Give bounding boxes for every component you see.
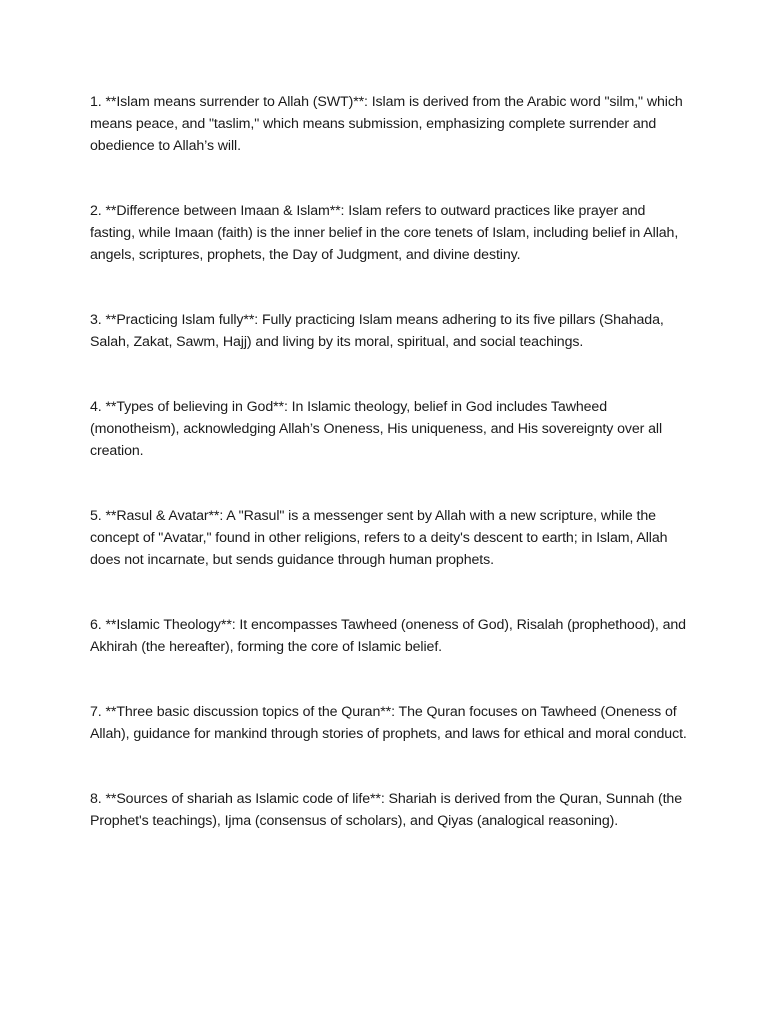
list-item-8: 8. **Sources of shariah as Islamic code of life**: Shariah is derived from the Quran, Sunnah (the Prophet's teachings), Ijma (consensus of scholars), and Qiyas (analogical reasoning). (90, 791, 683, 829)
document-body (90, 91, 690, 832)
list-item-6: 6. **Islamic Theology**: It encompasses Tawheed (oneness of God), Risalah (prophethood), and Akhirah (the hereafter), forming the core of Islamic belief. (90, 617, 686, 655)
list-item-1: 1. **Islam means surrender to Allah (SWT)**: Islam is derived from the Arabic word "silm," which means peace, and "taslim," which means submission, emphasizing complete surrender and obedience to Allah’s will. (90, 94, 683, 154)
list-item-3: 3. **Practicing Islam fully**: Fully practicing Islam means adhering to its five pillars (Shahada, Salah, Zakat, Sawm, Hajj) and living by its moral, spiritual, and social teachings. (90, 312, 664, 350)
list-item-5: 5. **Rasul & Avatar**: A "Rasul" is a messenger sent by Allah with a new scripture, while the concept of "Avatar," found in other religions, refers to a deity's descent to earth; in Islam, Allah does not incarnate, but sends guidance through human prophets. (90, 508, 668, 568)
list-item-7: 7. **Three basic discussion topics of the Quran**: The Quran focuses on Tawheed (Oneness of Allah), guidance for mankind through stories of prophets, and laws for ethical and moral conduct. (90, 704, 687, 742)
list-item-2: 2. **Difference between Imaan & Islam**: Islam refers to outward practices like prayer and fasting, while Imaan (faith) is the inner belief in the core tenets of Islam, including belief in Allah, angels, scriptures, prophets, the Day of Judgment, and divine destiny. (90, 203, 679, 263)
list-item-4: 4. **Types of believing in God**: In Islamic theology, belief in God includes Tawheed (monotheism), acknowledging Allah’s Oneness, His uniqueness, and His sovereignty over all creation. (90, 399, 663, 459)
